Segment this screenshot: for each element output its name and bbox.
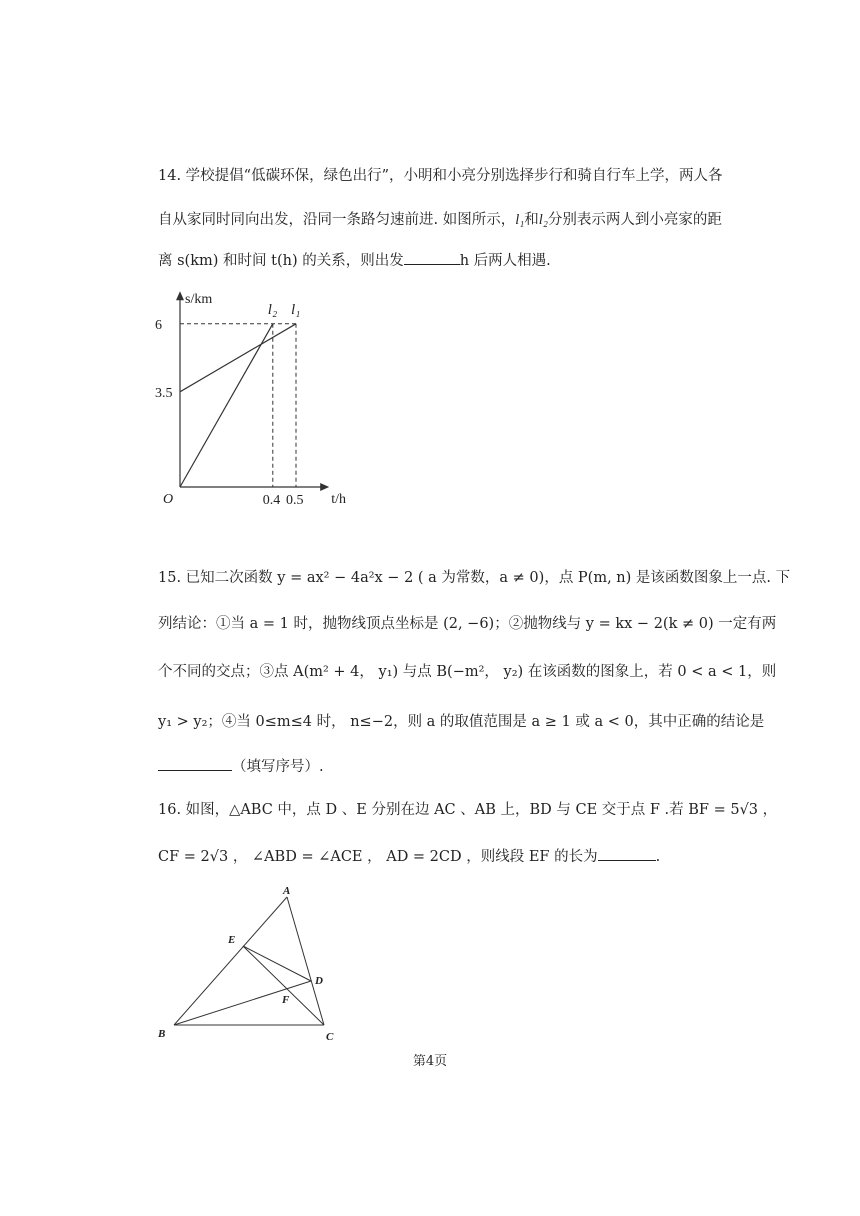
q16-line-2b: . bbox=[655, 849, 661, 865]
segment-bd bbox=[174, 981, 311, 1025]
origin-label: O bbox=[163, 492, 174, 507]
y-tick-label-1: 6 bbox=[155, 317, 162, 333]
series-line-1 bbox=[180, 324, 273, 487]
q16-line-2a: CF = 2√3 ， ∠ABD = ∠ACE ， AD = 2CD ，则线段 EF 的长为 bbox=[158, 849, 598, 865]
page-number: 第4页 bbox=[412, 1054, 448, 1069]
x-axis-label: t/h bbox=[331, 492, 346, 507]
q15-line-5 bbox=[158, 756, 324, 777]
q14-line-3b: h 后两人相遇. bbox=[459, 253, 551, 269]
q14-line-2 bbox=[158, 210, 722, 230]
point-e-label: E bbox=[228, 934, 236, 946]
q15-line-3: 个不同的交点；③点 A(m² + 4， y₁) 与点 B(−m²， y₂) 在该函数的图象上，若 0 < a < 1，则 bbox=[158, 664, 777, 680]
series-label-1: l₂ bbox=[267, 301, 278, 318]
q15-line-5-text: （填写序号）. bbox=[232, 759, 324, 775]
q16-answer-blank[interactable] bbox=[598, 846, 656, 861]
q15-line-1: 15. 已知二次函数 y = ax² − 4a²x − 2 ( a 为常数，a ≠ 0)，点 P(m, n) 是该函数图象上一点. 下 bbox=[158, 570, 791, 586]
q14-line-3a: 离 s(km) 和时间 t(h) 的关系，则出发 bbox=[158, 253, 404, 269]
q14-and: 和 bbox=[524, 212, 539, 228]
series-line-0 bbox=[180, 324, 296, 392]
q15-answer-blank[interactable] bbox=[158, 756, 232, 771]
q14-l2: l₂ bbox=[538, 212, 548, 228]
series-label-0: l₁ bbox=[291, 301, 301, 318]
q14-line-2b: 分别表示两人到小亮家的距 bbox=[547, 212, 722, 228]
segment-ed bbox=[243, 946, 311, 981]
q14-l1: l₁ bbox=[515, 212, 525, 228]
q15-line-4: y₁ > y₂；④当 0≤m≤4 时， n≤−2，则 a 的取值范围是 a ≥ 1 或 a < 0，其中正确的结论是 bbox=[158, 714, 765, 730]
q14-answer-blank[interactable] bbox=[404, 250, 460, 265]
side-ab bbox=[174, 897, 287, 1025]
segment-ce bbox=[243, 946, 324, 1025]
point-c-label: C bbox=[326, 1031, 334, 1043]
side-ac bbox=[287, 897, 324, 1025]
q14-line-2a: 自从家同时同向出发，沿同一条路匀速前进. 如图所示， bbox=[158, 212, 516, 228]
q16-line-1: 16. 如图，△ABC 中，点 D 、E 分别在边 AC 、AB 上，BD 与 CE 交于点 F .若 BF = 5√3 ， bbox=[158, 802, 778, 818]
y-axis-label: s/km bbox=[185, 292, 213, 308]
q14-line-3 bbox=[158, 250, 551, 271]
point-d-label: D bbox=[315, 975, 323, 987]
y-axis-arrow bbox=[176, 291, 184, 300]
point-f-label: F bbox=[282, 994, 290, 1006]
x-tick-label-1: 0.5 bbox=[286, 493, 304, 508]
q15-line-2: 列结论：①当 a = 1 时，抛物线顶点坐标是 (2, −6)；②抛物线与 y = kx − 2(k ≠ 0) 一定有两 bbox=[158, 616, 777, 632]
point-a-label: A bbox=[283, 885, 291, 897]
x-tick-label-0: 0.4 bbox=[262, 493, 281, 508]
q16-line-2 bbox=[158, 846, 660, 867]
y-tick-label-0: 3.5 bbox=[155, 385, 173, 401]
x-axis-arrow bbox=[320, 483, 329, 491]
q14-line-1: 14. 学校提倡“低碳环保，绿色出行”，小明和小亮分别选择步行和骑自行车上学，两人各 bbox=[158, 168, 723, 184]
point-b-label: B bbox=[158, 1028, 166, 1040]
